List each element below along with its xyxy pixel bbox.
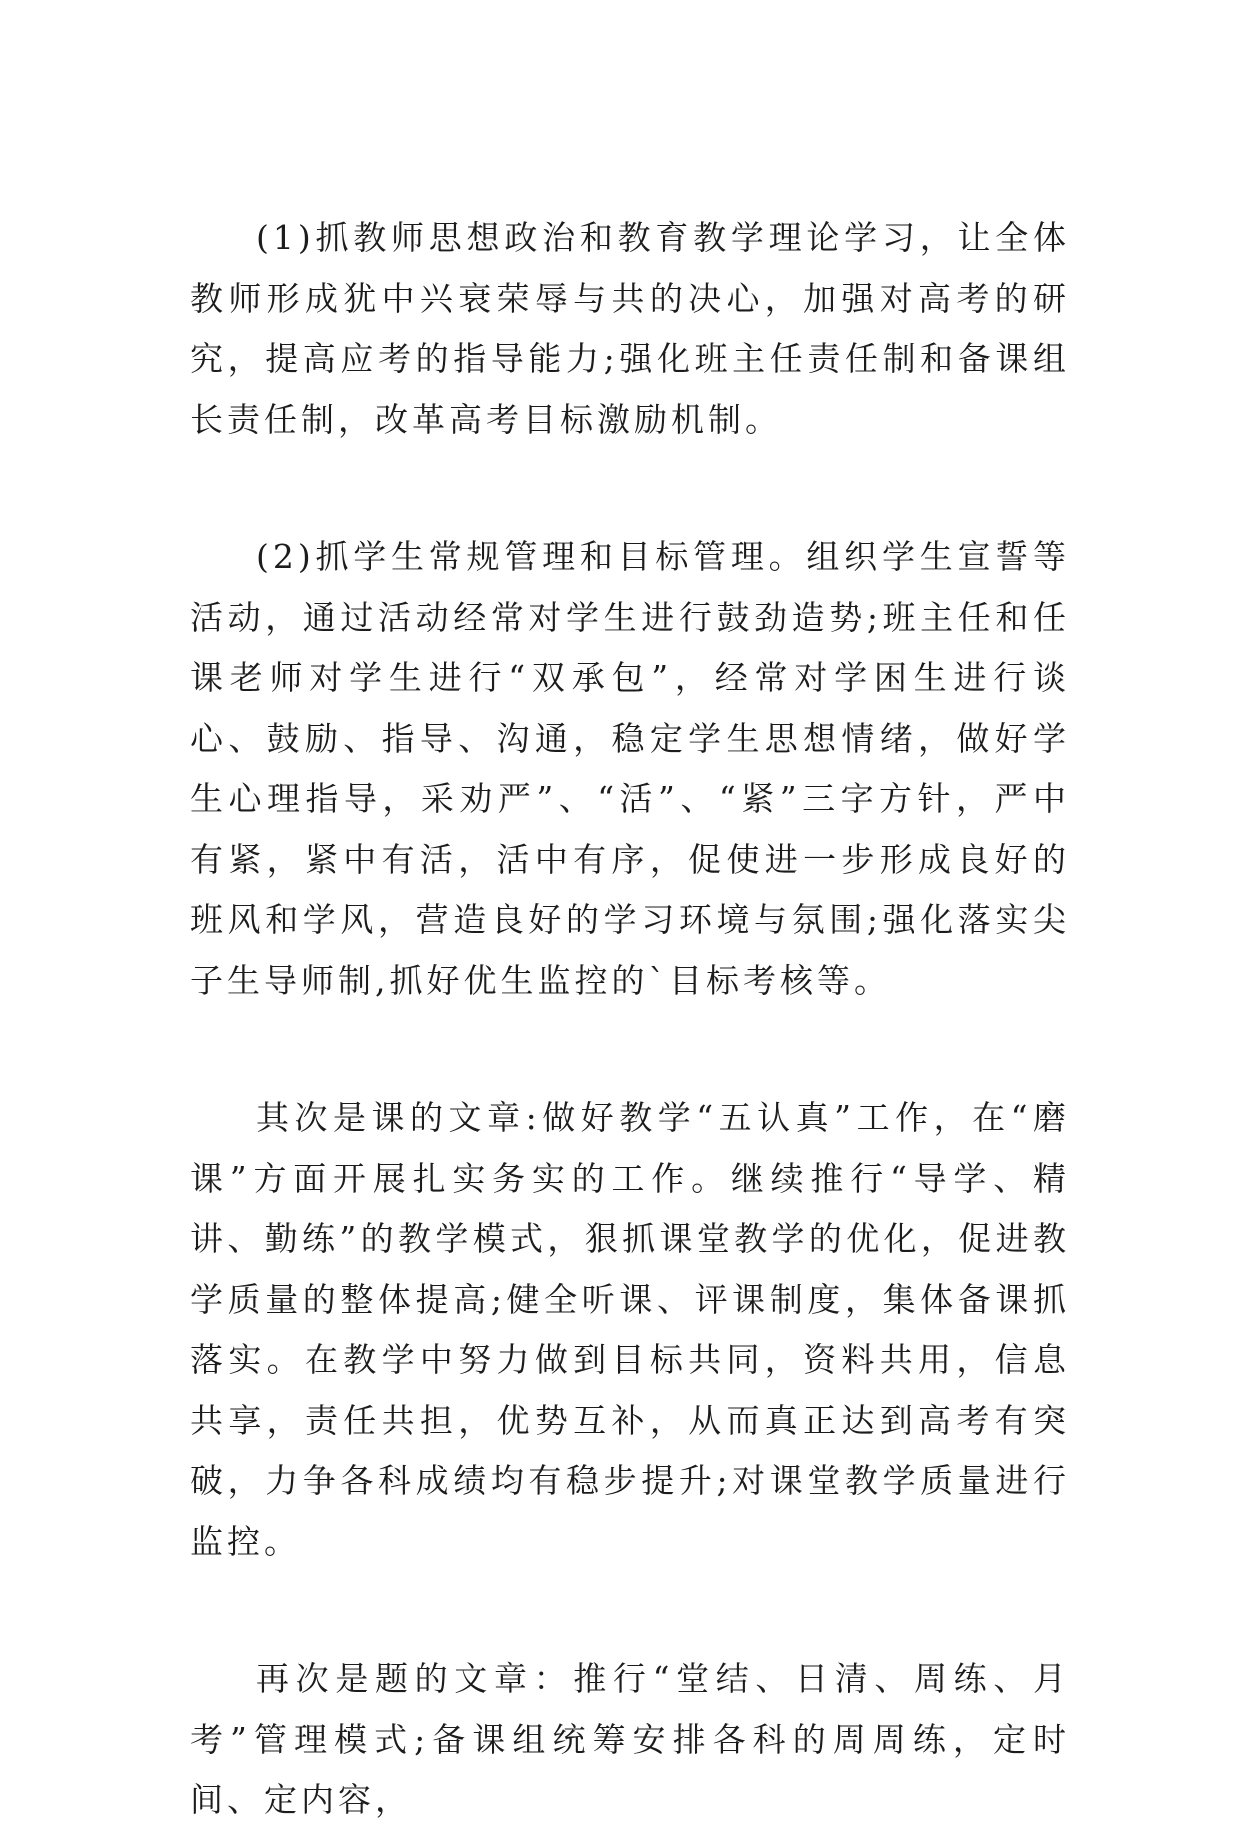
paragraph-teacher-study: (1)抓教师思想政治和教育教学理论学习，让全体教师形成犹中兴衰荣辱与共的决心，加强对高考的研究，提高应考的指导能力;强化班主任责任制和备课组长责任制，改革高考目标激励机制。 [190,218,1070,439]
document-body [190,208,1070,1831]
paragraph-lesson-work: 其次是课的文章:做好教学“五认真”工作，在“磨课”方面开展扎实务实的工作。继续推行“导学、精讲、勤练”的教学模式，狠抓课堂教学的优化，促进教学质量的整体提高;健全听课、评课制度，集体备课抓落实。在教学中努力做到目标共同，资料共用，信息共享，责任共担，优势互补，从而真正达到高考有突破，力争各科成绩均有稳步提升;对课堂教学质量进行监控。 [190,1098,1070,1561]
paragraph-student-management: (2)抓学生常规管理和目标管理。组织学生宣誓等活动，通过活动经常对学生进行鼓劲造势;班主任和任课老师对学生进行“双承包”，经常对学困生进行谈心、鼓励、指导、沟通，稳定学生思想情绪，做好学生心理指导，采劝严”、“活”、“紧”三字方针，严中有紧，紧中有活，活中有序，促使进一步形成良好的班风和学风，营造良好的学习环境与氛围;强化落实尖子生导师制,抓好优生监控的`目标考核等。 [190,537,1070,1000]
paragraph-exercise-work: 再次是题的文章：推行“堂结、日清、周练、月考”管理模式;备课组统筹安排各科的周周练，定时间、定内容， [190,1659,1070,1819]
